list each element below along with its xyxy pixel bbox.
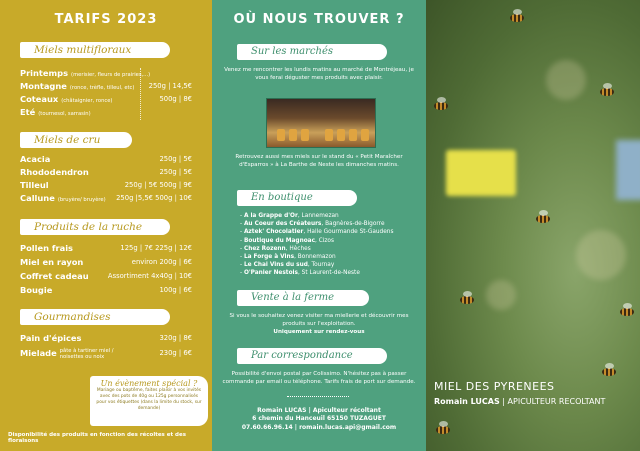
beehive-image xyxy=(446,150,516,196)
event-text: Mariage ou baptême, faites plaisir à vos invités avec des pots de 40g ou 125g personnalisés pour vos étiquettes (dans la limite du stock, sur demande) xyxy=(96,388,202,411)
section-marches: Sur les marchés xyxy=(237,44,387,60)
cover-photo-panel xyxy=(426,0,640,451)
contact-phone-email: 07.60.66.96.14 | romain.lucas.api@gmail.com xyxy=(241,423,397,431)
price-row: Acacia 250g | 5€ xyxy=(20,154,192,164)
tarifs-title: TARIFS 2023 xyxy=(54,12,158,27)
price-row: Mielade pâte à tartiner miel / noisettes ou noix 230g | 6€ xyxy=(20,348,192,360)
price-row: Bougie 100g | 6€ xyxy=(20,285,192,295)
section-cru: Miels de cru xyxy=(20,132,132,148)
special-event-box xyxy=(90,376,208,426)
list-item: - Aztek' Chocolatier, Halle Gourmande St-Gaudens xyxy=(240,229,394,236)
list-item: - O'Panier Nestois, St Laurent-de-Neste xyxy=(240,270,360,277)
tarifs-panel xyxy=(0,0,212,451)
bee-icon xyxy=(436,426,450,434)
section-gourmandises: Gourmandises xyxy=(20,309,170,325)
availability-note: Disponibilité des produits en fonction des récoltes et des floraisons xyxy=(8,432,186,444)
bee-icon xyxy=(434,102,448,110)
price-row: Coteaux (châtaignier, ronce) 500g | 8€ xyxy=(20,94,192,104)
bee-icon xyxy=(510,14,524,22)
price-row: Pollen frais 125g | 7€ 225g | 12€ xyxy=(20,243,192,253)
contact-block xyxy=(222,407,416,432)
price-row: Coffret cadeau Assortiment 4x40g | 10€ xyxy=(20,271,192,281)
price-row: Montagne (ronce, trèfle, tilleul, etc) 250g | 14,5€ xyxy=(20,81,192,91)
list-item: - La Forge à Vins, Bonnemazon xyxy=(240,254,336,261)
list-item: - Boutique du Magnoac, Cizos xyxy=(240,237,334,244)
list-item: - A la Grappe d'Or, Lannemezan xyxy=(240,213,339,219)
price-row: Rhododendron 250g | 5€ xyxy=(20,167,192,177)
price-row: Pain d'épices 320g | 8€ xyxy=(20,333,192,343)
market-stall-photo xyxy=(266,98,376,148)
section-ferme: Vente à la ferme xyxy=(237,290,369,306)
marches-text-2: Retrouvez aussi mes miels sur le stand du « Petit Maraîcher d'Esparros » à La Barthe de Neste les dimanches matins. xyxy=(235,154,403,168)
list-item: - Au Coeur des Créateurs, Bagnères-de-Bigorre xyxy=(240,221,385,228)
section-correspondance: Par correspondance xyxy=(237,348,387,364)
ferme-appointment: Uniquement sur rendez-vous xyxy=(273,329,365,335)
section-ruche: Produits de la ruche xyxy=(20,219,170,235)
price-row: Eté (tournesol, sarrasin) xyxy=(20,107,91,117)
ferme-text: Si vous le souhaitez venez visiter ma miellerie et découvrir mes produits sur l'exploitation. xyxy=(229,313,409,327)
contact-name: Romain LUCAS | Apiculteur récoltant xyxy=(257,407,381,414)
bee-icon xyxy=(536,215,550,223)
brand-title: MIEL DES PYRENEES xyxy=(434,380,555,393)
beehive-image xyxy=(616,140,640,200)
bee-icon xyxy=(600,88,614,96)
bee-icon xyxy=(602,368,616,376)
price-row: Miel en rayon environ 200g | 6€ xyxy=(20,257,192,267)
bee-icon xyxy=(620,308,634,316)
bee-icon xyxy=(460,296,474,304)
list-item: - Le Chai Vins du sud, Tournay xyxy=(240,262,335,269)
locations-title: OÙ NOUS TROUVER ? xyxy=(233,12,405,27)
marches-text: Venez me rencontrer les lundis matins au marché de Montréjeau, je vous ferai déguster mes produits avec plaisir. xyxy=(224,67,414,81)
locations-panel xyxy=(212,0,426,451)
event-title: Un évènement spécial ? xyxy=(100,379,198,388)
correspondance-text: Possibilité d'envoi postal par Colissimo. N'hésitez pas à passer commande par email ou téléphone. Tarifs frais de port sur demande. xyxy=(222,371,416,385)
contact-address: 6 chemin du Hanceuil 65150 TUZAGUET xyxy=(252,415,386,423)
divider xyxy=(287,396,349,397)
price-row: Printemps (merisier, fleurs de prairies,...) xyxy=(20,68,151,78)
price-row: Tilleul 250g | 5€ 500g | 9€ xyxy=(20,180,192,190)
section-multifloraux: Miels multifloraux xyxy=(20,42,170,58)
price-row: Callune (bruyère/ bruyère) 250g |5,5€ 500g | 10€ xyxy=(20,193,192,203)
list-item: - Chez Rozenn, Hèches xyxy=(240,245,311,252)
shop-list xyxy=(240,212,420,278)
brand-subtitle: Romain LUCAS | APICULTEUR RECOLTANT xyxy=(434,397,606,406)
section-boutique: En boutique xyxy=(237,190,357,206)
